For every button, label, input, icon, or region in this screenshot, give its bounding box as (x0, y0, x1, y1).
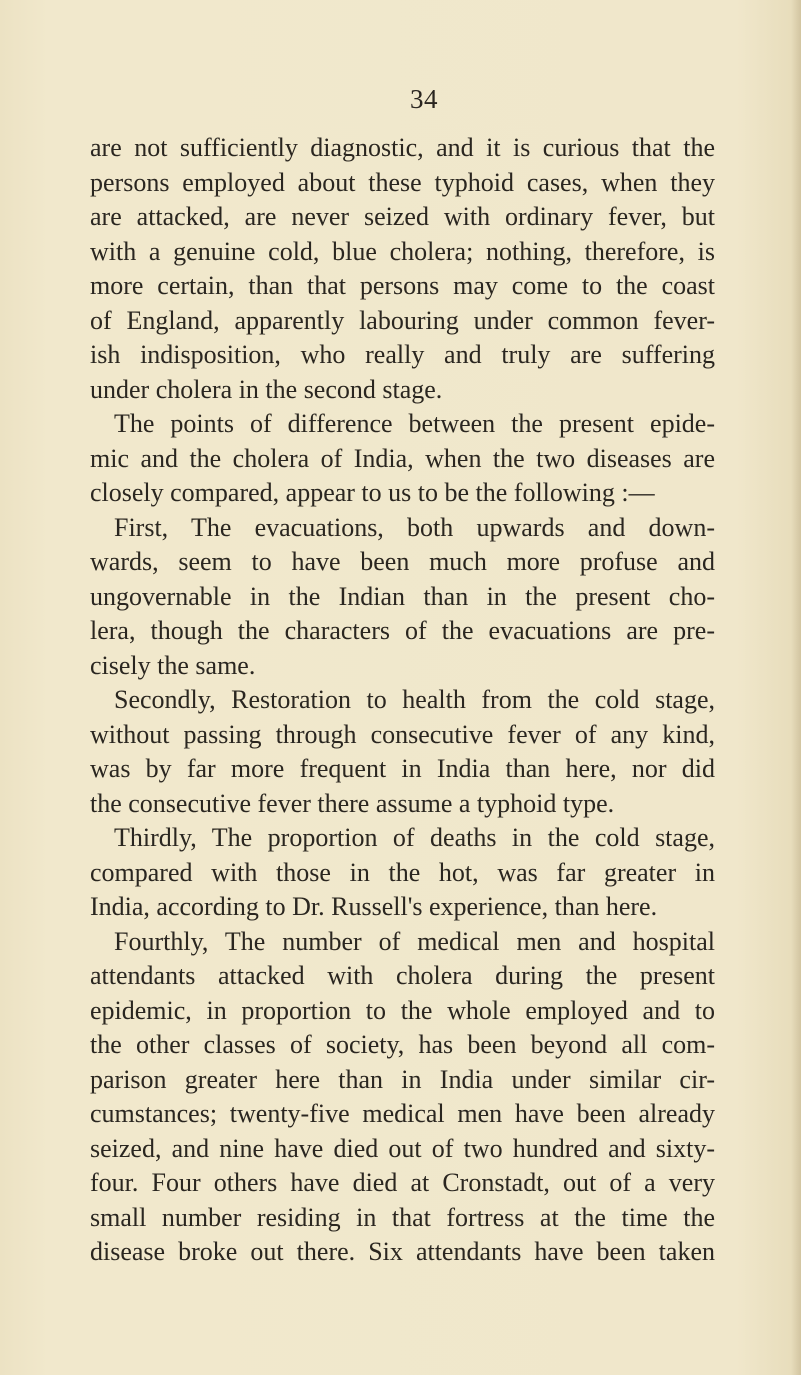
text-line: compared with those in the hot, was far greater in (90, 857, 715, 887)
text-line: closely compared, appear to us to be the following :— (90, 478, 655, 507)
text-line: are not sufficiently diagnostic, and it is curious that the (90, 133, 715, 162)
text-line: the other classes of society, has been beyond all com- (90, 1030, 715, 1059)
text-line: more certain, than that persons may come to the coast (90, 271, 715, 300)
text-line: four. Four others have died at Cronstadt, out of a very (90, 1168, 715, 1197)
text-line: parison greater here than in India under similar cir- (90, 1064, 715, 1094)
text-line: Thirdly, The proportion of deaths in the cold stage, (114, 823, 715, 852)
text-line: of England, apparently labouring under common fever- (90, 305, 715, 335)
text-line: wards, seem to have been much more profuse and (90, 547, 715, 576)
text-line: attendants attacked with cholera during the present (90, 961, 715, 990)
text-line: ish indisposition, who really and truly are suffering (90, 340, 715, 369)
text-line: India, according to Dr. Russell's experience, than here. (90, 892, 658, 921)
text-line: the consecutive fever there assume a typhoid type. (90, 788, 615, 818)
text-line: small number residing in that fortress at the time the (90, 1202, 715, 1232)
text-line: without passing through consecutive fever of any kind, (90, 719, 715, 749)
text-line: First, The evacuations, both upwards and down- (114, 512, 715, 542)
text-line: seized, and nine have died out of two hundred and sixty- (90, 1133, 715, 1163)
page-number: 34 (410, 84, 438, 114)
body-text (90, 131, 715, 1270)
page-edge-shadow (791, 0, 801, 1375)
text-line: are attacked, are never seized with ordinary fever, but (90, 202, 715, 231)
text-line: under cholera in the second stage. (90, 374, 443, 404)
text-line: persons employed about these typhoid cases, when they (90, 167, 715, 197)
text-line: epidemic, in proportion to the whole employed and to (90, 995, 715, 1025)
text-line: with a genuine cold, blue cholera; nothing, therefore, is (90, 236, 715, 266)
text-line: lera, though the characters of the evacuations are pre- (90, 616, 715, 645)
text-line: Secondly, Restoration to health from the cold stage, (114, 685, 715, 714)
text-line: disease broke out there. Six attendants have been taken (90, 1237, 715, 1266)
text-line: mic and the cholera of India, when the two diseases are (90, 443, 715, 473)
text-line: cumstances; twenty-five medical men have been already (90, 1099, 715, 1128)
text-line: The points of difference between the present epide- (114, 409, 715, 438)
text-line: ungovernable in the Indian than in the present cho- (90, 581, 715, 611)
text-line: was by far more frequent in India than here, nor did (90, 754, 715, 783)
text-line: cisely the same. (90, 650, 256, 680)
text-line: Fourthly, The number of medical men and hospital (114, 926, 715, 956)
